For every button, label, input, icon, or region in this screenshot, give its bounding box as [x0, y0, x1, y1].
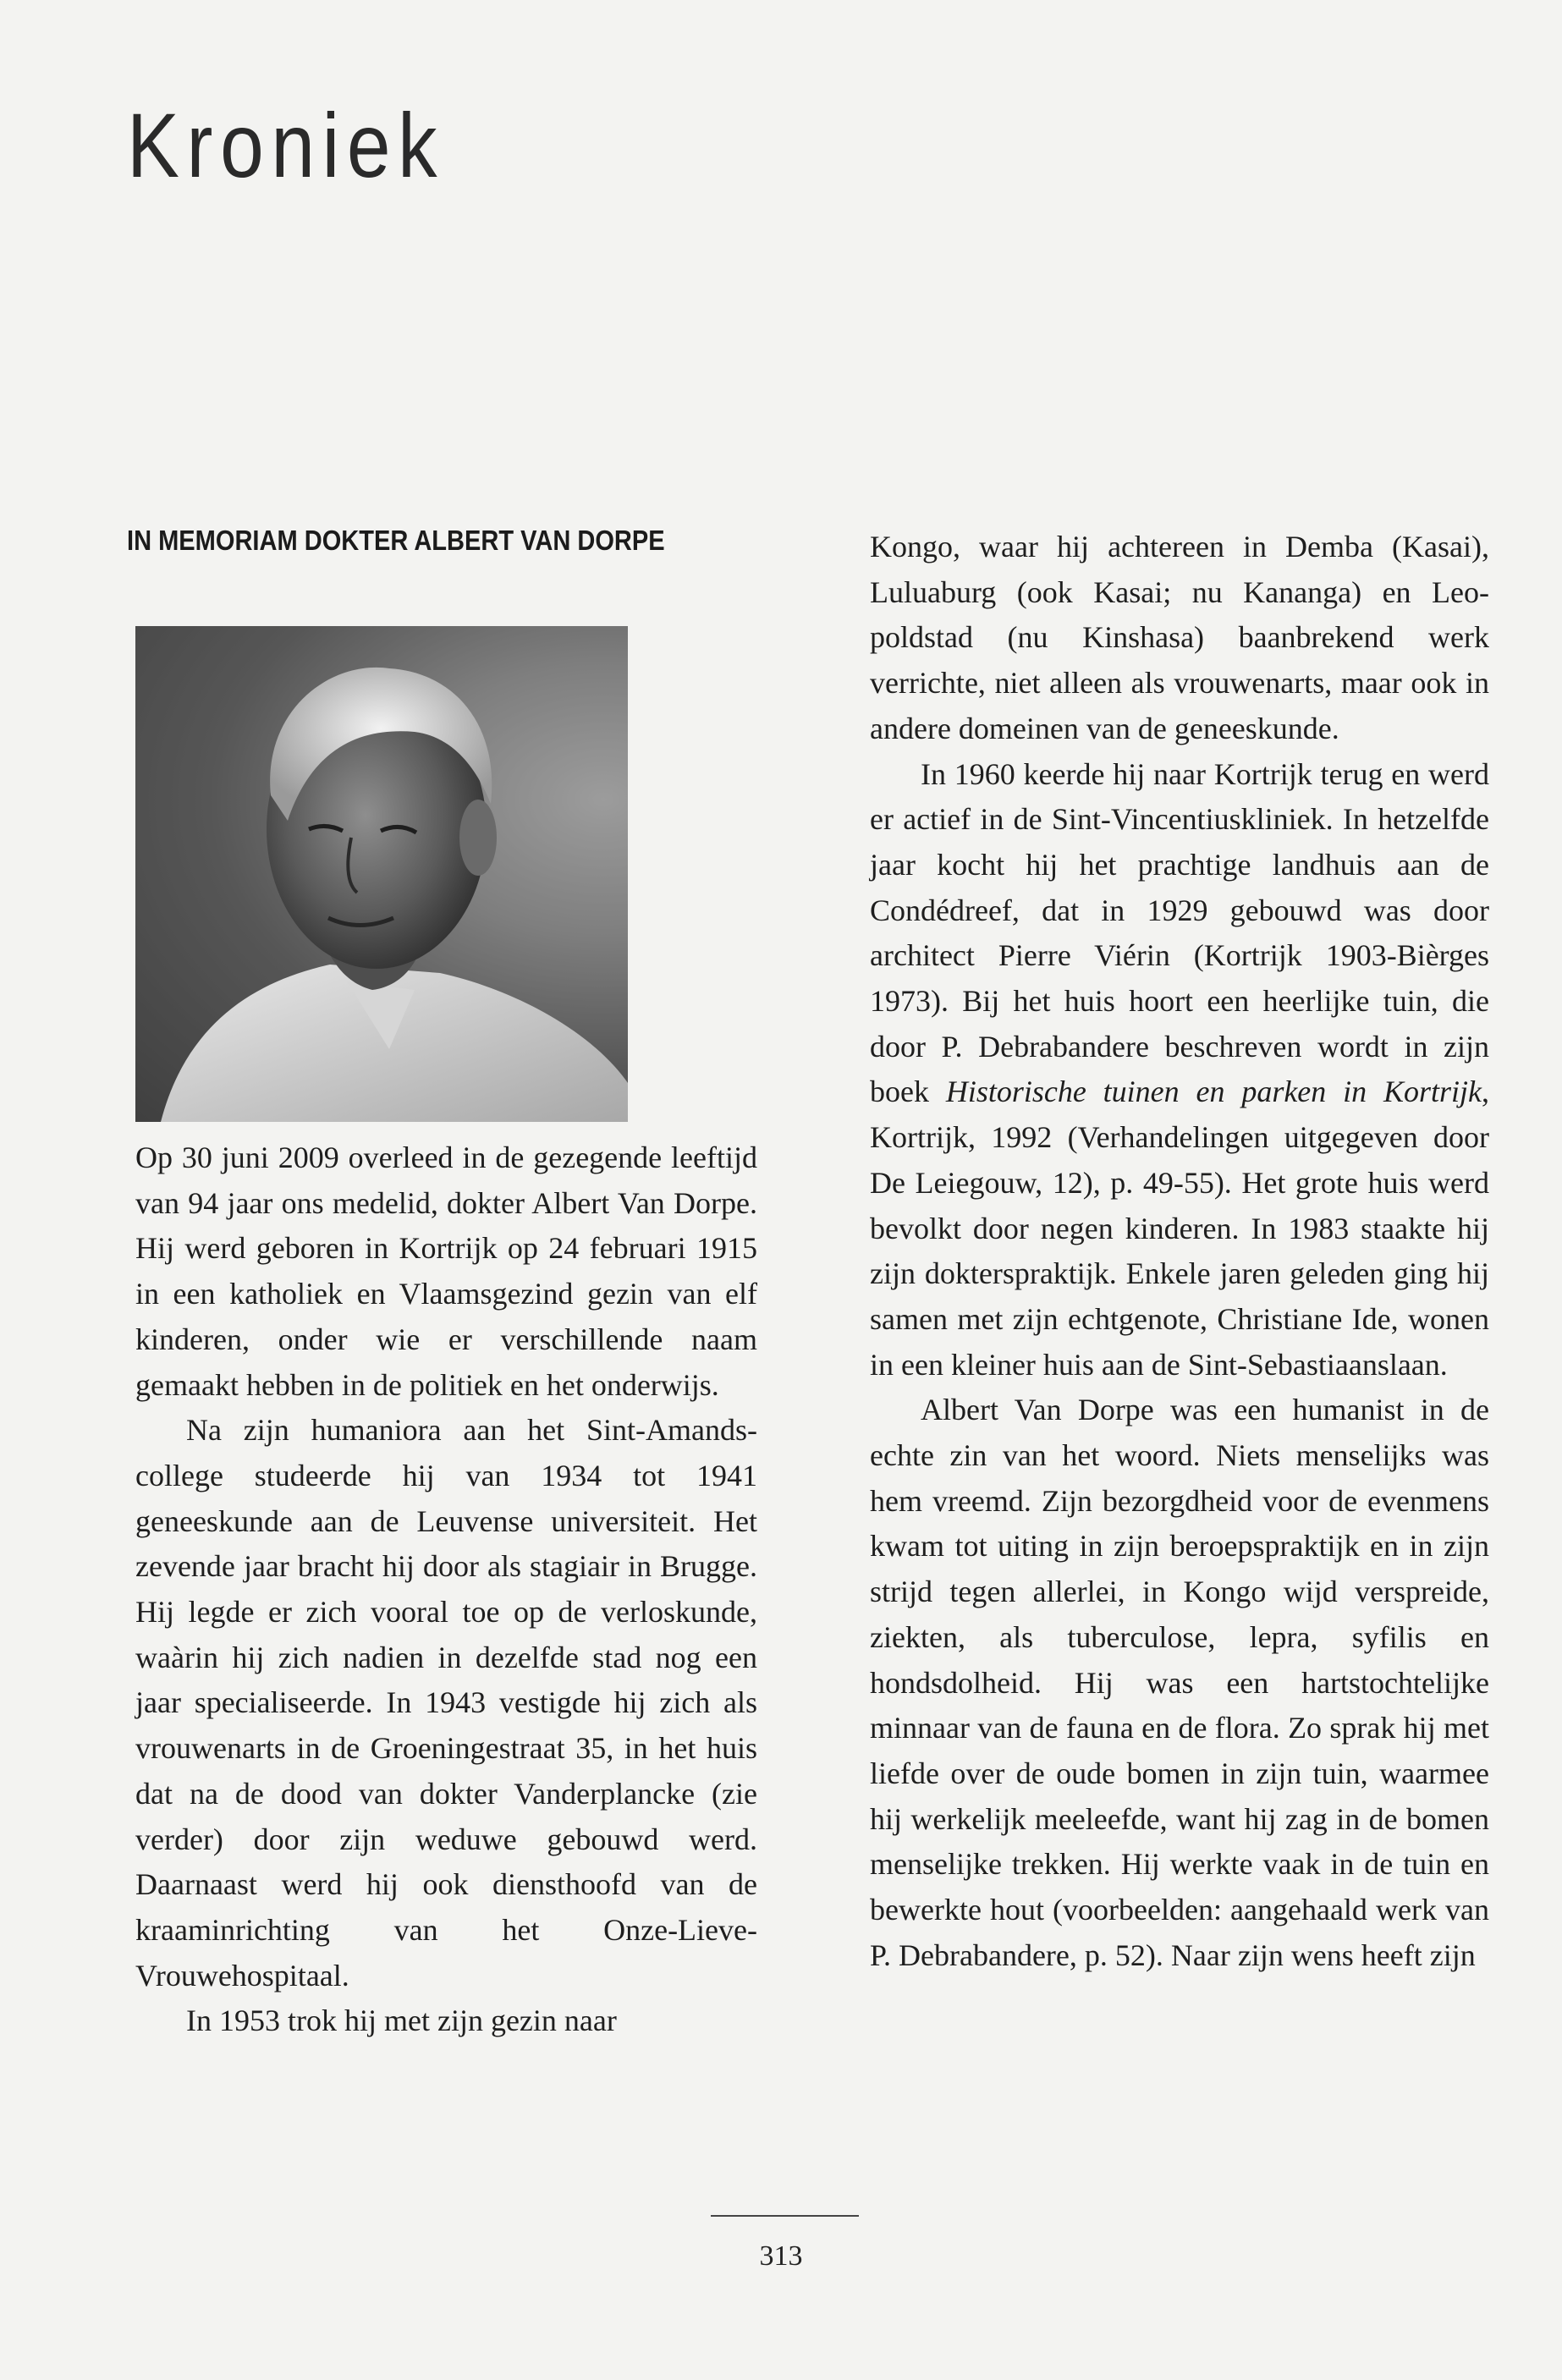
paragraph-text: In 1960 keerde hij naar Kortrijk terug en werd er actief in de Sint-Vincentiuskliniek. In hetzelfde jaar kocht hij het prachtige landhuis aan de Condédreef, dat in 1929 gebouwd was door architect Pierre Viérin (Kortrijk 1903-Bièrges 1973). Bij het huis hoort een heerlijke tuin, die door P. Debrabandere beschreven wordt in zijn boek: [870, 756, 1489, 1109]
portrait-photo: [135, 626, 628, 1122]
footer-rule: [711, 2215, 859, 2217]
article-heading: IN MEMORIAM DOKTER ALBERT VAN DORPE: [127, 525, 665, 556]
book-title: Historische tuinen en parken in Kortrijk: [945, 1075, 1482, 1109]
paragraph: In 1953 trok hij met zijn gezin naar: [186, 2003, 617, 2038]
paragraph: Na zijn humaniora aan het Sint-Amandscollege studeerde hij van 1934 tot 1941 geneeskunde aan de Leuvense universiteit. Het zevende jaar bracht hij door als stagiair in Brugge. Hij legde er zich vooral toe op de verloskunde, waàrin hij zich nadien in dezelfde stad nog een jaar specialiseerde. In 1943 vestigde hij zich als vrouwenarts in de Groeningestraat 35, in het huis dat na de dood van dokter Vanderplancke (zie verder) door zijn weduwe gebouwd werd. Daarnaast werd hij ook diensthoofd van de kraaminrichting van het Onze-Lieve-Vrouwehospitaal.: [135, 1413, 757, 1992]
article-column-right: [870, 525, 1489, 1979]
page-number: 313: [759, 2240, 803, 2272]
page-title: Kroniek: [127, 94, 445, 196]
paragraph: Kongo, waar hij achtereen in Demba (Kasai), Luluaburg (ook Kasai; nu Kananga) en Leopoldstad (nu Kinshasa) baanbrekend werk verrichte, niet alleen als vrouwenarts, maar ook in andere domeinen van de geneeskunde.: [870, 530, 1489, 745]
article-column-left: [135, 1135, 757, 2044]
portrait-illustration: [135, 626, 628, 1122]
paragraph: [870, 752, 1489, 1388]
paragraph: Op 30 juni 2009 overleed in de gezegende leeftijd van 94 jaar ons medelid, dokter Albert Van Dorpe. Hij werd geboren in Kortrijk op 24 februari 1915 in een katholiek en Vlaamsgezind gezin van elf kinderen, onder wie er verschillende naam gemaakt hebben in de politiek en het onderwijs.: [135, 1141, 757, 1402]
paragraph: Albert Van Dorpe was een humanist in de echte zin van het woord. Niets menselijks was hem vreemd. Zijn bezorgdheid voor de evenmens kwam tot uiting in zijn beroepspraktijk en in zijn strijd tegen allerlei, in Kongo wijd verspreide, ziekten, als tuberculose, lepra, syfilis en hondsdolheid. Hij was een hartstochtelijke minnaar van de fauna en de flora. Zo sprak hij met liefde over de oude bomen in zijn tuin, waarmee hij werkelijk meeleefde, want hij zag in de bomen menselijke trekken. Hij werkte vaak in de tuin en bewerkte hout (voorbeelden: aangehaald werk van P. Debrabandere, p. 52). Naar zijn wens heeft zijn: [870, 1393, 1489, 1972]
paragraph-text: , Kortrijk, 1992 (Verhandelingen uitgegeven door De Leiegouw, 12), p. 49-55). Het grote huis werd bevolkt door negen kinderen. In 1983 staakte hij zijn dokterspraktijk. Enkele jaren geleden ging hij samen met zijn echtgenote, Christiane Ide, wonen in een kleiner huis aan de Sint-Sebastiaanslaan.: [870, 1075, 1489, 1382]
